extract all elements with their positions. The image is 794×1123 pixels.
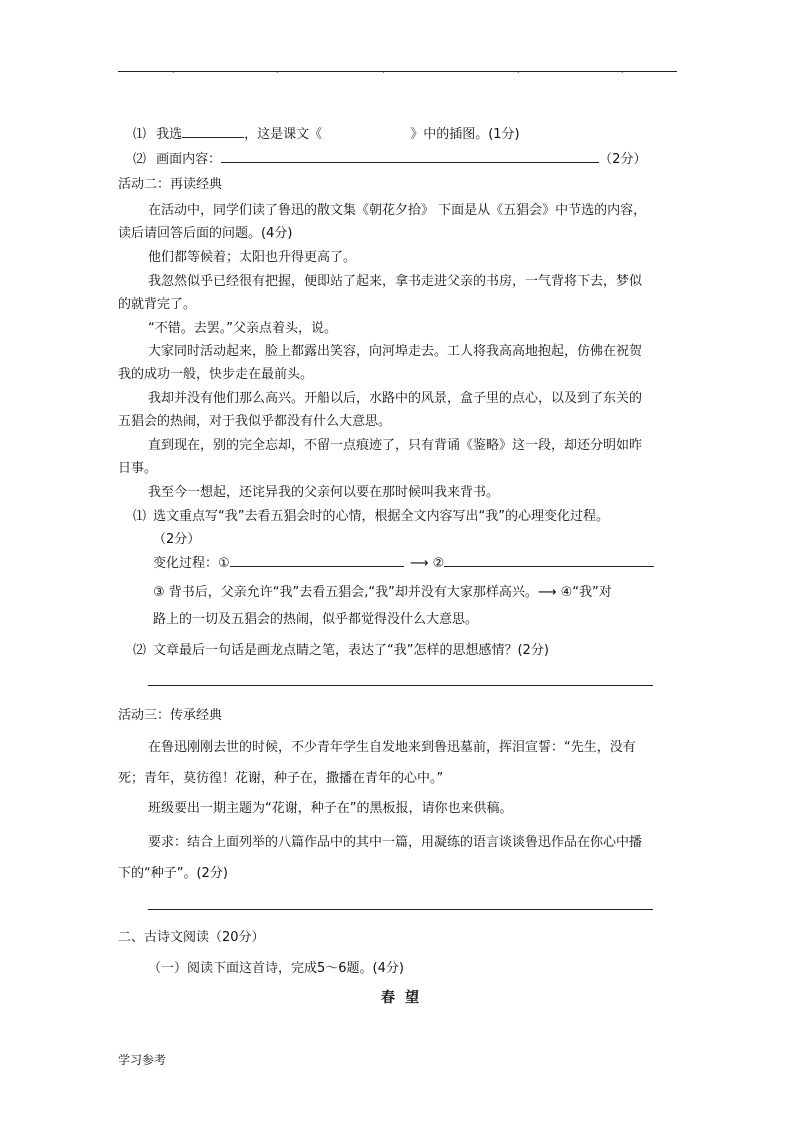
- header-dot: .: [172, 66, 175, 75]
- paragraph: 他们都等候着；太阳也升得更高了。: [148, 250, 357, 265]
- paragraph: （一）阅读下面这首诗，完成5～6题。(4分): [148, 961, 404, 976]
- section-heading: 活动二：再读经典: [118, 177, 223, 192]
- answer-blank[interactable]: [230, 554, 404, 567]
- question-text: 我选: [156, 127, 183, 142]
- paragraph: 死；青年，莫彷徨！花谢，种子在，撒播在青年的心中。”: [118, 771, 444, 786]
- paragraph: 日事。: [118, 461, 158, 476]
- change-process: [153, 552, 654, 571]
- answer-blank[interactable]: [322, 126, 410, 138]
- section-heading: 二、古诗文阅读（20分）: [118, 930, 265, 945]
- poem-title: 春望: [381, 990, 429, 1006]
- change-text: 路上的一切及五猖会的热闹，似乎都觉得没什么大意思。: [153, 612, 479, 627]
- question-number: ⑴: [133, 127, 147, 142]
- paragraph: 的就背完了。: [118, 297, 197, 312]
- question-text: ，这是课文《: [244, 127, 323, 142]
- question-score: （2分）: [599, 152, 647, 167]
- paragraph: 在鲁迅刚刚去世的时候，不少青年学生自发地来到鲁迅墓前，挥泪宣誓：“先生，没有: [148, 740, 636, 755]
- paragraph: 我至今一想起，还诧异我的父亲何以要在那时候叫我来背书。: [148, 485, 500, 500]
- arrow-icon: ⟶: [409, 556, 429, 571]
- answer-line[interactable]: [148, 685, 653, 686]
- answer-blank[interactable]: [444, 554, 654, 567]
- change-text: ③ 背书后，父亲允许“我”去看五猖会,“我”却并没有大家那样高兴。⟶ ④“我”对: [153, 585, 612, 600]
- header-dot: .: [517, 66, 520, 75]
- header-dot: .: [276, 66, 279, 75]
- question-text: 文章最后一句话是画龙点睛之笔，表达了“我”怎样的思想感情？(2分): [153, 643, 549, 658]
- paragraph: “不错。去罢。”父亲点着头，说。: [148, 321, 337, 336]
- question-number: ⑵: [133, 152, 147, 167]
- header-dot: .: [382, 66, 385, 75]
- paragraph: 读后请回答后面的问题。(4分): [118, 226, 293, 241]
- step-number: ①: [218, 556, 230, 571]
- paragraph: 大家同时活动起来，脸上都露出笑容，向河埠走去。工人将我高高地抱起，仿佛在祝贺: [148, 344, 643, 359]
- paragraph: 我却并没有他们那么高兴。开船以后，水路中的风景，盒子里的点心，以及到了东关的: [148, 391, 643, 406]
- step-number: ②: [432, 556, 445, 571]
- question-text: 选文重点写“我”去看五猖会时的心情，根据全文内容写出“我”的心理变化过程。: [153, 509, 609, 524]
- question-2: [133, 148, 646, 167]
- answer-line[interactable]: [148, 909, 653, 910]
- paragraph: 我的成功一般，快步走在最前头。: [118, 367, 314, 382]
- answer-blank[interactable]: [182, 125, 244, 138]
- header-rule: [118, 71, 677, 72]
- header-dot: .: [621, 66, 624, 75]
- paragraph: 我忽然似乎已经很有把握，便即站了起来，拿书走进父亲的书房，一气背将下去，梦似: [148, 274, 643, 289]
- question-number: ⑵: [133, 643, 147, 658]
- change-label: 变化过程：: [153, 556, 219, 571]
- paragraph: 班级要出一期主题为“花谢，种子在”的黑板报，请你也来供稿。: [148, 801, 513, 816]
- question-1: [133, 123, 520, 142]
- paragraph: 五猖会的热闹，对于我似乎都没有什么大意思。: [118, 414, 392, 429]
- paragraph: 在活动中，同学们读了鲁迅的散文集《朝花夕拾》 下面是从《五猖会》中节选的内容，: [148, 203, 647, 218]
- footer-text: 学习参考: [118, 1053, 167, 1067]
- question-number: ⑴: [133, 509, 147, 524]
- answer-blank[interactable]: [221, 150, 599, 163]
- paragraph: 要求：结合上面列举的八篇作品中的其中一篇，用凝练的语言谈谈鲁迅作品在你心中播: [148, 835, 643, 850]
- question-text: 》中的插图。(1分): [410, 127, 520, 142]
- question-label: 画面内容：: [156, 152, 222, 167]
- paragraph: 直到现在，别的完全忘却，不留一点痕迹了，只有背诵《鉴略》这一段，却还分明如昨: [148, 438, 643, 453]
- paragraph: 下的“种子”。(2分): [118, 866, 228, 881]
- question-score: （2分）: [153, 532, 201, 547]
- section-heading: 活动三：传承经典: [118, 708, 223, 723]
